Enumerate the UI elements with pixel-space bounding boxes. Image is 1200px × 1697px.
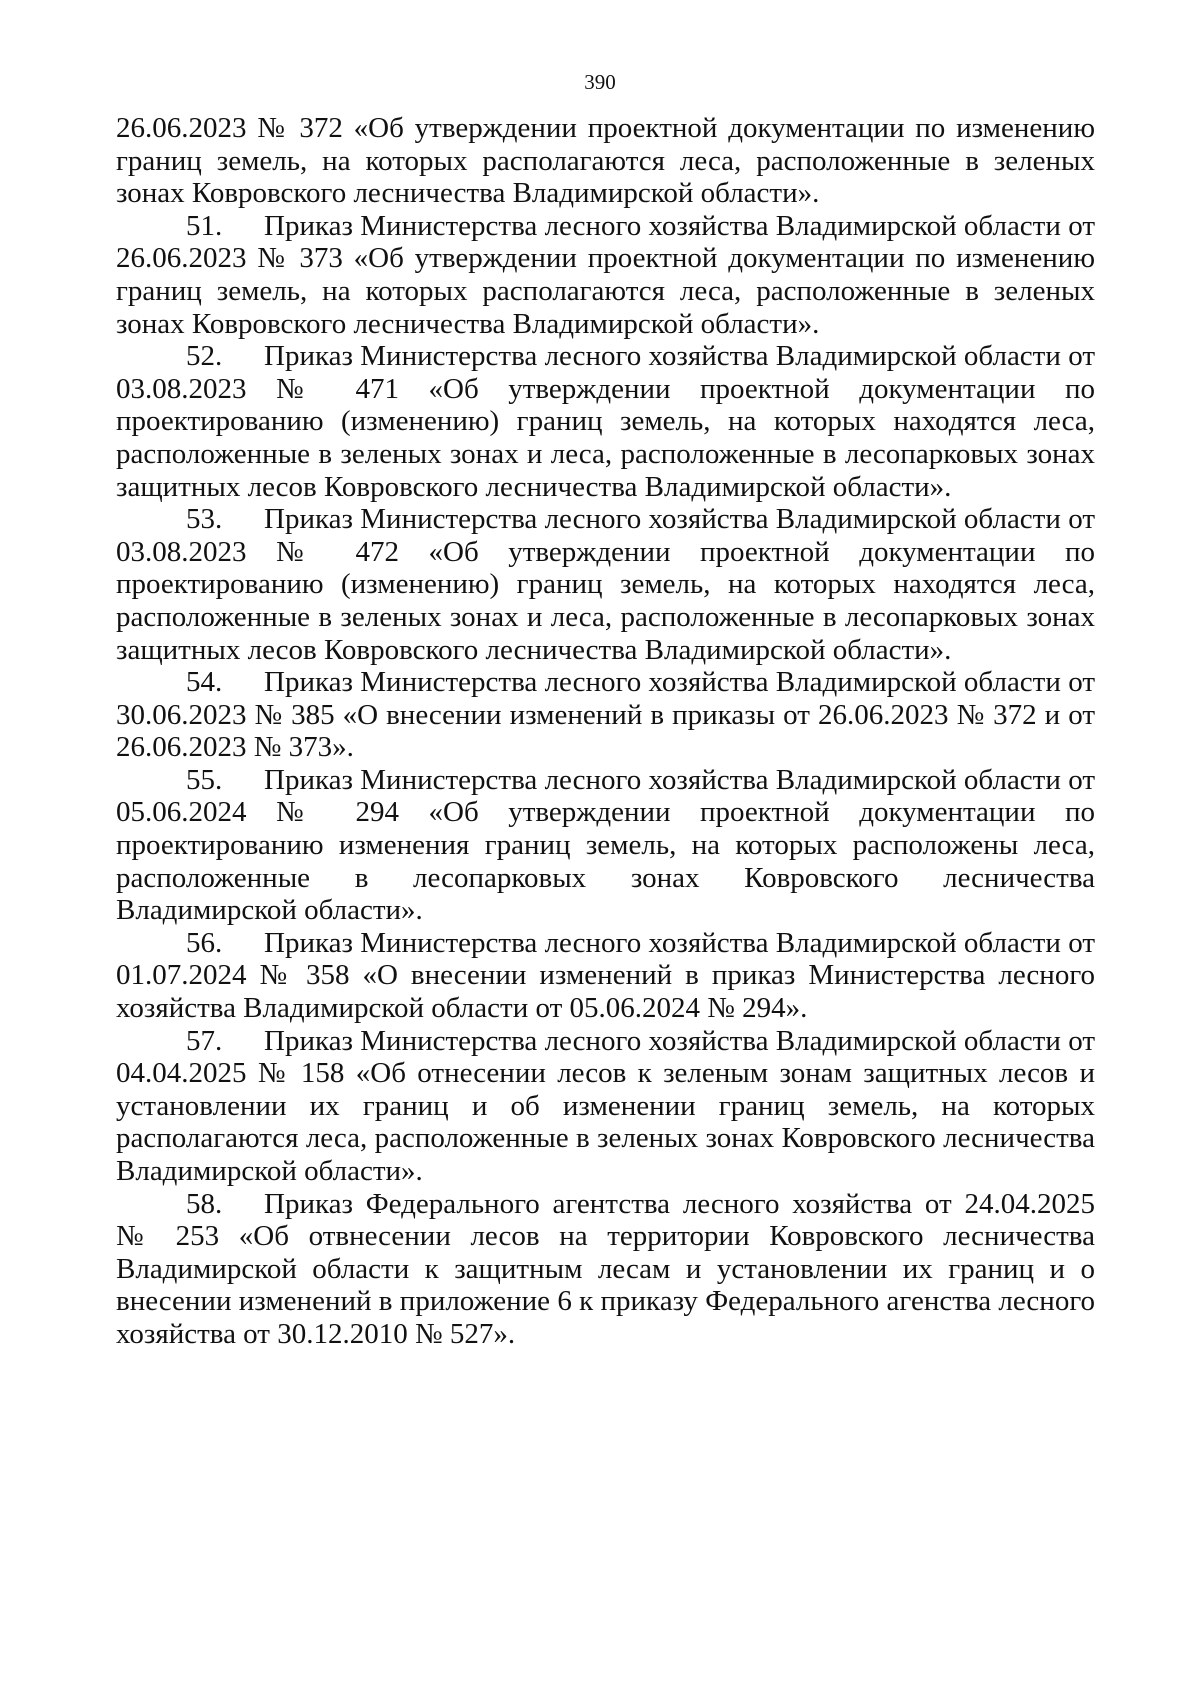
list-item [116, 503, 1095, 666]
document-body [116, 112, 1095, 1351]
item-number: 54. [186, 666, 223, 699]
list-item [116, 1025, 1095, 1188]
list-item [116, 666, 1095, 764]
item-text: Приказ Министерства лесного хозяйства Владимирской области от 03.08.2023 № 472 «Об утверждении проектной документации по проектированию (изменению) границ земель, на которых находятся леса, расположенные в зеленых зонах и леса, расположенные в лесопарковых зонах защитных лесов Ковровского лесничества Владимирской области». [116, 503, 1095, 666]
item-text: Приказ Федерального агентства лесного хозяйства от 24.04.2025 № 253 «Об отвнесении лесов на территории Ковровского лесничества Владимирской области к защитным лесам и установлении их границ и о внесении изменений в приложение 6 к приказу Федерального агенства лесного хозяйства от 30.12.2010 № 527». [116, 1187, 1095, 1350]
item-number: 53. [186, 503, 223, 536]
list-item [116, 210, 1095, 340]
list-item [116, 764, 1095, 927]
item-number: 58. [186, 1187, 223, 1220]
item-number: 51. [186, 209, 223, 242]
item-text: Приказ Министерства лесного хозяйства Владимирской области от 04.04.2025 № 158 «Об отнесении лесов к зеленым зонам защитных лесов и установлении их границ и об изменении границ земель, на которых располагаются леса, расположенные в зеленых зонах Ковровского лесничества Владимирской области». [116, 1024, 1095, 1187]
list-item [116, 927, 1095, 1025]
item-text: Приказ Министерства лесного хозяйства Владимирской области от 01.07.2024 № 358 «О внесении изменений в приказ Министерства лесного хозяйства Владимирской области от 05.06.2024 № 294». [116, 926, 1095, 1025]
list-item [116, 340, 1095, 503]
item-number: 52. [186, 340, 223, 373]
item-number: 57. [186, 1024, 223, 1057]
item-number: 56. [186, 926, 223, 959]
page-number: 390 [584, 70, 616, 94]
item-number: 55. [186, 763, 223, 796]
item-text: Приказ Министерства лесного хозяйства Владимирской области от 05.06.2024 № 294 «Об утверждении проектной документации по проектированию изменения границ земель, на которых расположены леса, расположенные в лесопарковых зонах Ковровского лесничества Владимирской области». [116, 763, 1095, 927]
list-item [116, 1188, 1095, 1351]
item-text: Приказ Министерства лесного хозяйства Владимирской области от 03.08.2023 № 471 «Об утверждении проектной документации по проектированию (изменению) границ земель, на которых находятся леса, расположенные в зеленых зонах и леса, расположенные в лесопарковых зонах защитных лесов Ковровского лесничества Владимирской области». [116, 340, 1095, 503]
lead-paragraph: 26.06.2023 № 372 «Об утверждении проектной документации по изменению границ земель, на которых располагаются леса, расположенные в зеленых зонах Ковровского лесничества Владимирской области». [116, 112, 1095, 210]
item-text: Приказ Министерства лесного хозяйства Владимирской области от 26.06.2023 № 373 «Об утверждении проектной документации по изменению границ земель, на которых располагаются леса, расположенные в зеленых зонах Ковровского лесничества Владимирской области». [116, 209, 1095, 340]
item-text: Приказ Министерства лесного хозяйства Владимирской области от 30.06.2023 № 385 «О внесении изменений в приказы от 26.06.2023 № 372 и от 26.06.2023 № 373». [116, 666, 1095, 764]
